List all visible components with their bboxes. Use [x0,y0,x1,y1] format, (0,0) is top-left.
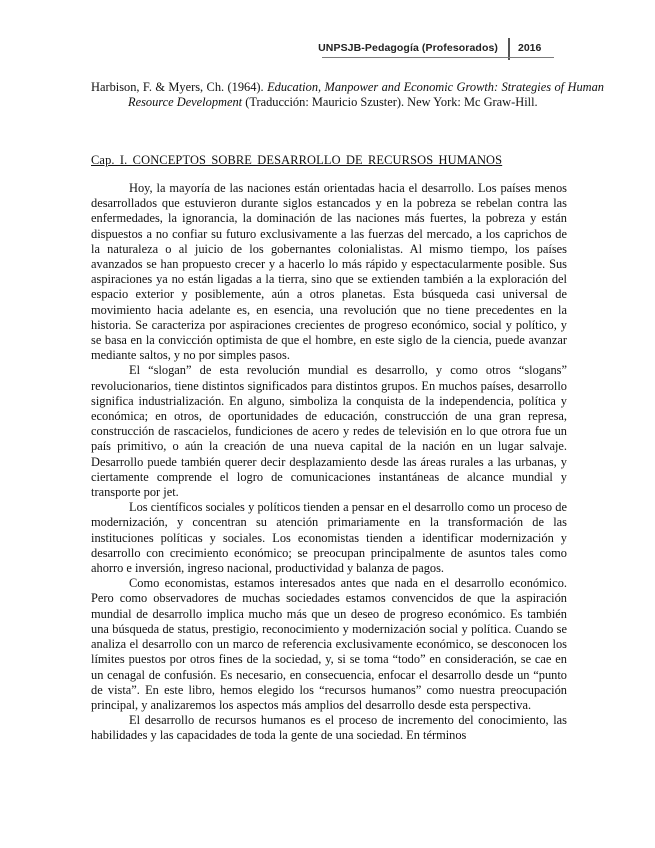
reference-authors: Harbison, F. & Myers, Ch. (1964). [91,80,264,94]
header-year: 2016 [518,42,542,54]
bibliographic-reference [91,80,604,110]
header-rule [322,57,554,58]
paragraph-2: El “slogan” de esta revolución mundial es desarrollo, y como otros “slogans” revolucionarios, tiene distintos significados para distintos grupos. En muchos países, desarrollo significa industrialización. En alguno, simboliza la conquista de la independencia, política y económica; en otros, de oportunidades de educación, construcción de una gran represa, construcción de rascacielos, fundiciones de acero y redes de televisión en lo que otrora fue un país primitivo, o aún la creación de una nueva capital de la nación en un lugar salvaje. Desarrollo puede también querer decir desplazamiento desde las áreas rurales a las urbanas, y ciertamente comprende el logro de comunicaciones instantáneas de alcance mundial y transporte por jet. [91,363,567,500]
reference-translation: (Traducción: Mauricio Szuster). New York: Mc Graw-Hill. [245,95,538,110]
reference-title: Education, Manpower and Economic Growth: Strategies of Human Resource Development [128,80,604,110]
paragraph-4: Como economistas, estamos interesados antes que nada en el desarrollo económico. Pero como observadores de muchas sociedades estamos convencidos de que la aspiración mundial de desarrollo implica mucho más que un deseo de progreso económico. Es también una búsqueda de status, prestigio, reconocimiento y modernización social y política. Cuando se analiza el desarrollo con un marco de referencia exclusivamente económico, se desconocen los límites puestos por otros fines de la sociedad, y, si se toma “todo” en consideración, se cae en un cenagal de confusión. Es necesario, en consecuencia, enfocar el desarrollo desde un “punto de vista”. En este libro, hemos elegido los “recursos humanos” como nuestra preocupación principal, y analizaremos los aspectos más amplios del desarrollo desde esta perspectiva. [91,576,567,712]
page-header [318,38,554,60]
paragraph-1: Hoy, la mayoría de las naciones están orientadas hacia el desarrollo. Los países menos desarrollados que estuvieron durante siglos estancados y en la pobreza se rebelan contra las enfermedades, la ignorancia, la dominación de las naciones más fuertes, la pobreza y están dispuestos a no confiar su futuro exclusivamente a las fuerzas del mercado, a los caprichos de la naturaleza o al juicio de los gobernantes colonialistas. Al mismo tiempo, los países avanzados se han propuesto crecer y a hacerlo lo más rápido y espectacularmente posible. Sus aspiraciones ya no están ligadas a la tierra, sino que se extienden también a la exploración del espacio exterior y posiblemente, aún a otros planetas. Esta búsqueda casi universal de movimiento hacia adelante es, en esencia, una revolución que no tiene precedentes en la historia. Se caracteriza por aspiraciones crecientes de progreso económico, social y político, y se basa en la convicción optimista de que el hombre, en este siglo de la ciencia, puede avanzar mediante saltos, y no por simples pasos. [91,181,567,363]
paragraph-5: El desarrollo de recursos humanos es el proceso de incremento del conocimiento, las habilidades y las capacidades de toda la gente de una sociedad. En términos [91,713,567,743]
paragraph-3: Los científicos sociales y políticos tienden a pensar en el desarrollo como un proceso de modernización, y concentran su atención primariamente en la transformación de las instituciones políticas y sociales. Los economistas tienden a identificar modernización y desarrollo con crecimiento económico; se preocupan principalmente de asuntos tales como ahorro e inversión, ingreso nacional, productividad y balanza de pagos. [91,500,567,576]
chapter-title: Cap. I. CONCEPTOS SOBRE DESARROLLO DE RECURSOS HUMANOS [91,153,503,167]
body-text [91,181,567,744]
header-institution: UNPSJB-Pedagogía (Profesorados) [318,42,498,54]
